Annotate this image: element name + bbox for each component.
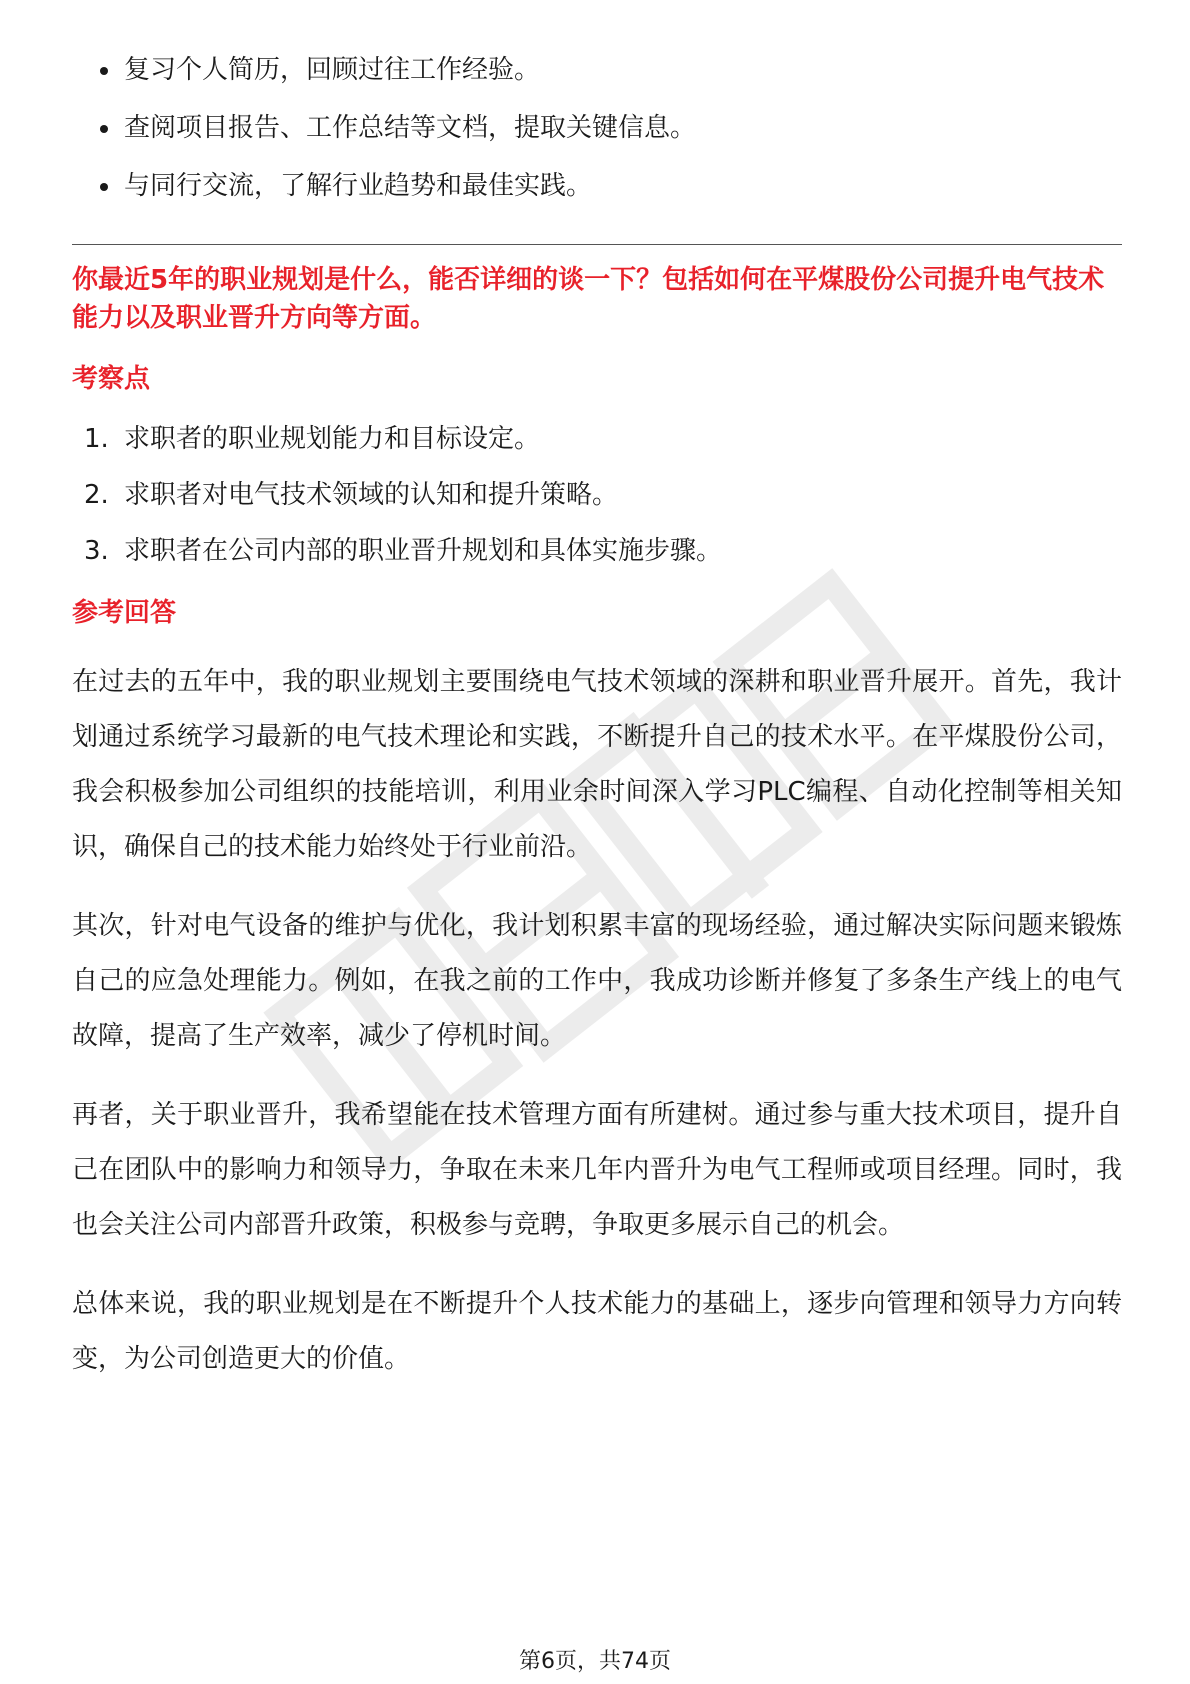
list-text: 求职者的职业规划能力和目标设定。 <box>124 424 541 454</box>
bullet-list <box>72 52 1122 204</box>
list-item <box>84 421 1122 457</box>
page-number-footer: 第6页，共74页 <box>519 1649 671 1674</box>
answer-paragraph: 其次，针对电气设备的维护与优化，我计划积累丰富的现场经验，通过解决实际问题来锻炼自己的应急处理能力。例如，在我之前的工作中，我成功诊断并修复了多条生产线上的电气故障，提高了生产效率，减少了停机时间。 <box>72 911 1122 1051</box>
list-text: 求职者对电气技术领域的认知和提升策略。 <box>124 480 619 510</box>
list-item: 复习个人简历，回顾过往工作经验。 <box>100 52 1122 88</box>
list-item <box>84 477 1122 513</box>
section-heading-answer: 参考回答 <box>72 598 177 628</box>
list-item: 与同行交流，了解行业趋势和最佳实践。 <box>100 168 1122 204</box>
focus-points-list <box>72 421 1122 569</box>
question-heading: 你最近5年的职业规划是什么，能否详细的谈一下？包括如何在平煤股份公司提升电气技术能力以及职业晋升方向等方面。 <box>72 265 1105 333</box>
answer-paragraph: 在过去的五年中，我的职业规划主要围绕电气技术领域的深耕和职业晋升展开。首先，我计划通过系统学习最新的电气技术理论和实践，不断提升自己的技术水平。在平煤股份公司，我会积极参加公司组织的技能培训，利用业余时间深入学习PLC编程、自动化控制等相关知识，确保自己的技术能力始终处于行业前沿。 <box>72 667 1122 862</box>
list-item <box>84 533 1122 569</box>
list-text: 求职者在公司内部的职业晋升规划和具体实施步骤。 <box>124 536 723 566</box>
answer-paragraph: 总体来说，我的职业规划是在不断提升个人技术能力的基础上，逐步向管理和领导力方向转变，为公司创造更大的价值。 <box>72 1289 1122 1374</box>
answer-paragraph: 再者，关于职业晋升，我希望能在技术管理方面有所建树。通过参与重大技术项目，提升自己在团队中的影响力和领导力，争取在未来几年内晋升为电气工程师或项目经理。同时，我也会关注公司内部晋升政策，积极参与竞聘，争取更多展示自己的机会。 <box>72 1100 1122 1240</box>
list-number: 3. <box>84 536 109 566</box>
document-page <box>72 52 1122 1411</box>
list-number: 2. <box>84 480 109 510</box>
list-item: 查阅项目报告、工作总结等文档，提取关键信息。 <box>100 110 1122 146</box>
section-divider <box>72 244 1122 245</box>
list-number: 1. <box>84 424 109 454</box>
section-heading-focus: 考察点 <box>72 364 151 394</box>
